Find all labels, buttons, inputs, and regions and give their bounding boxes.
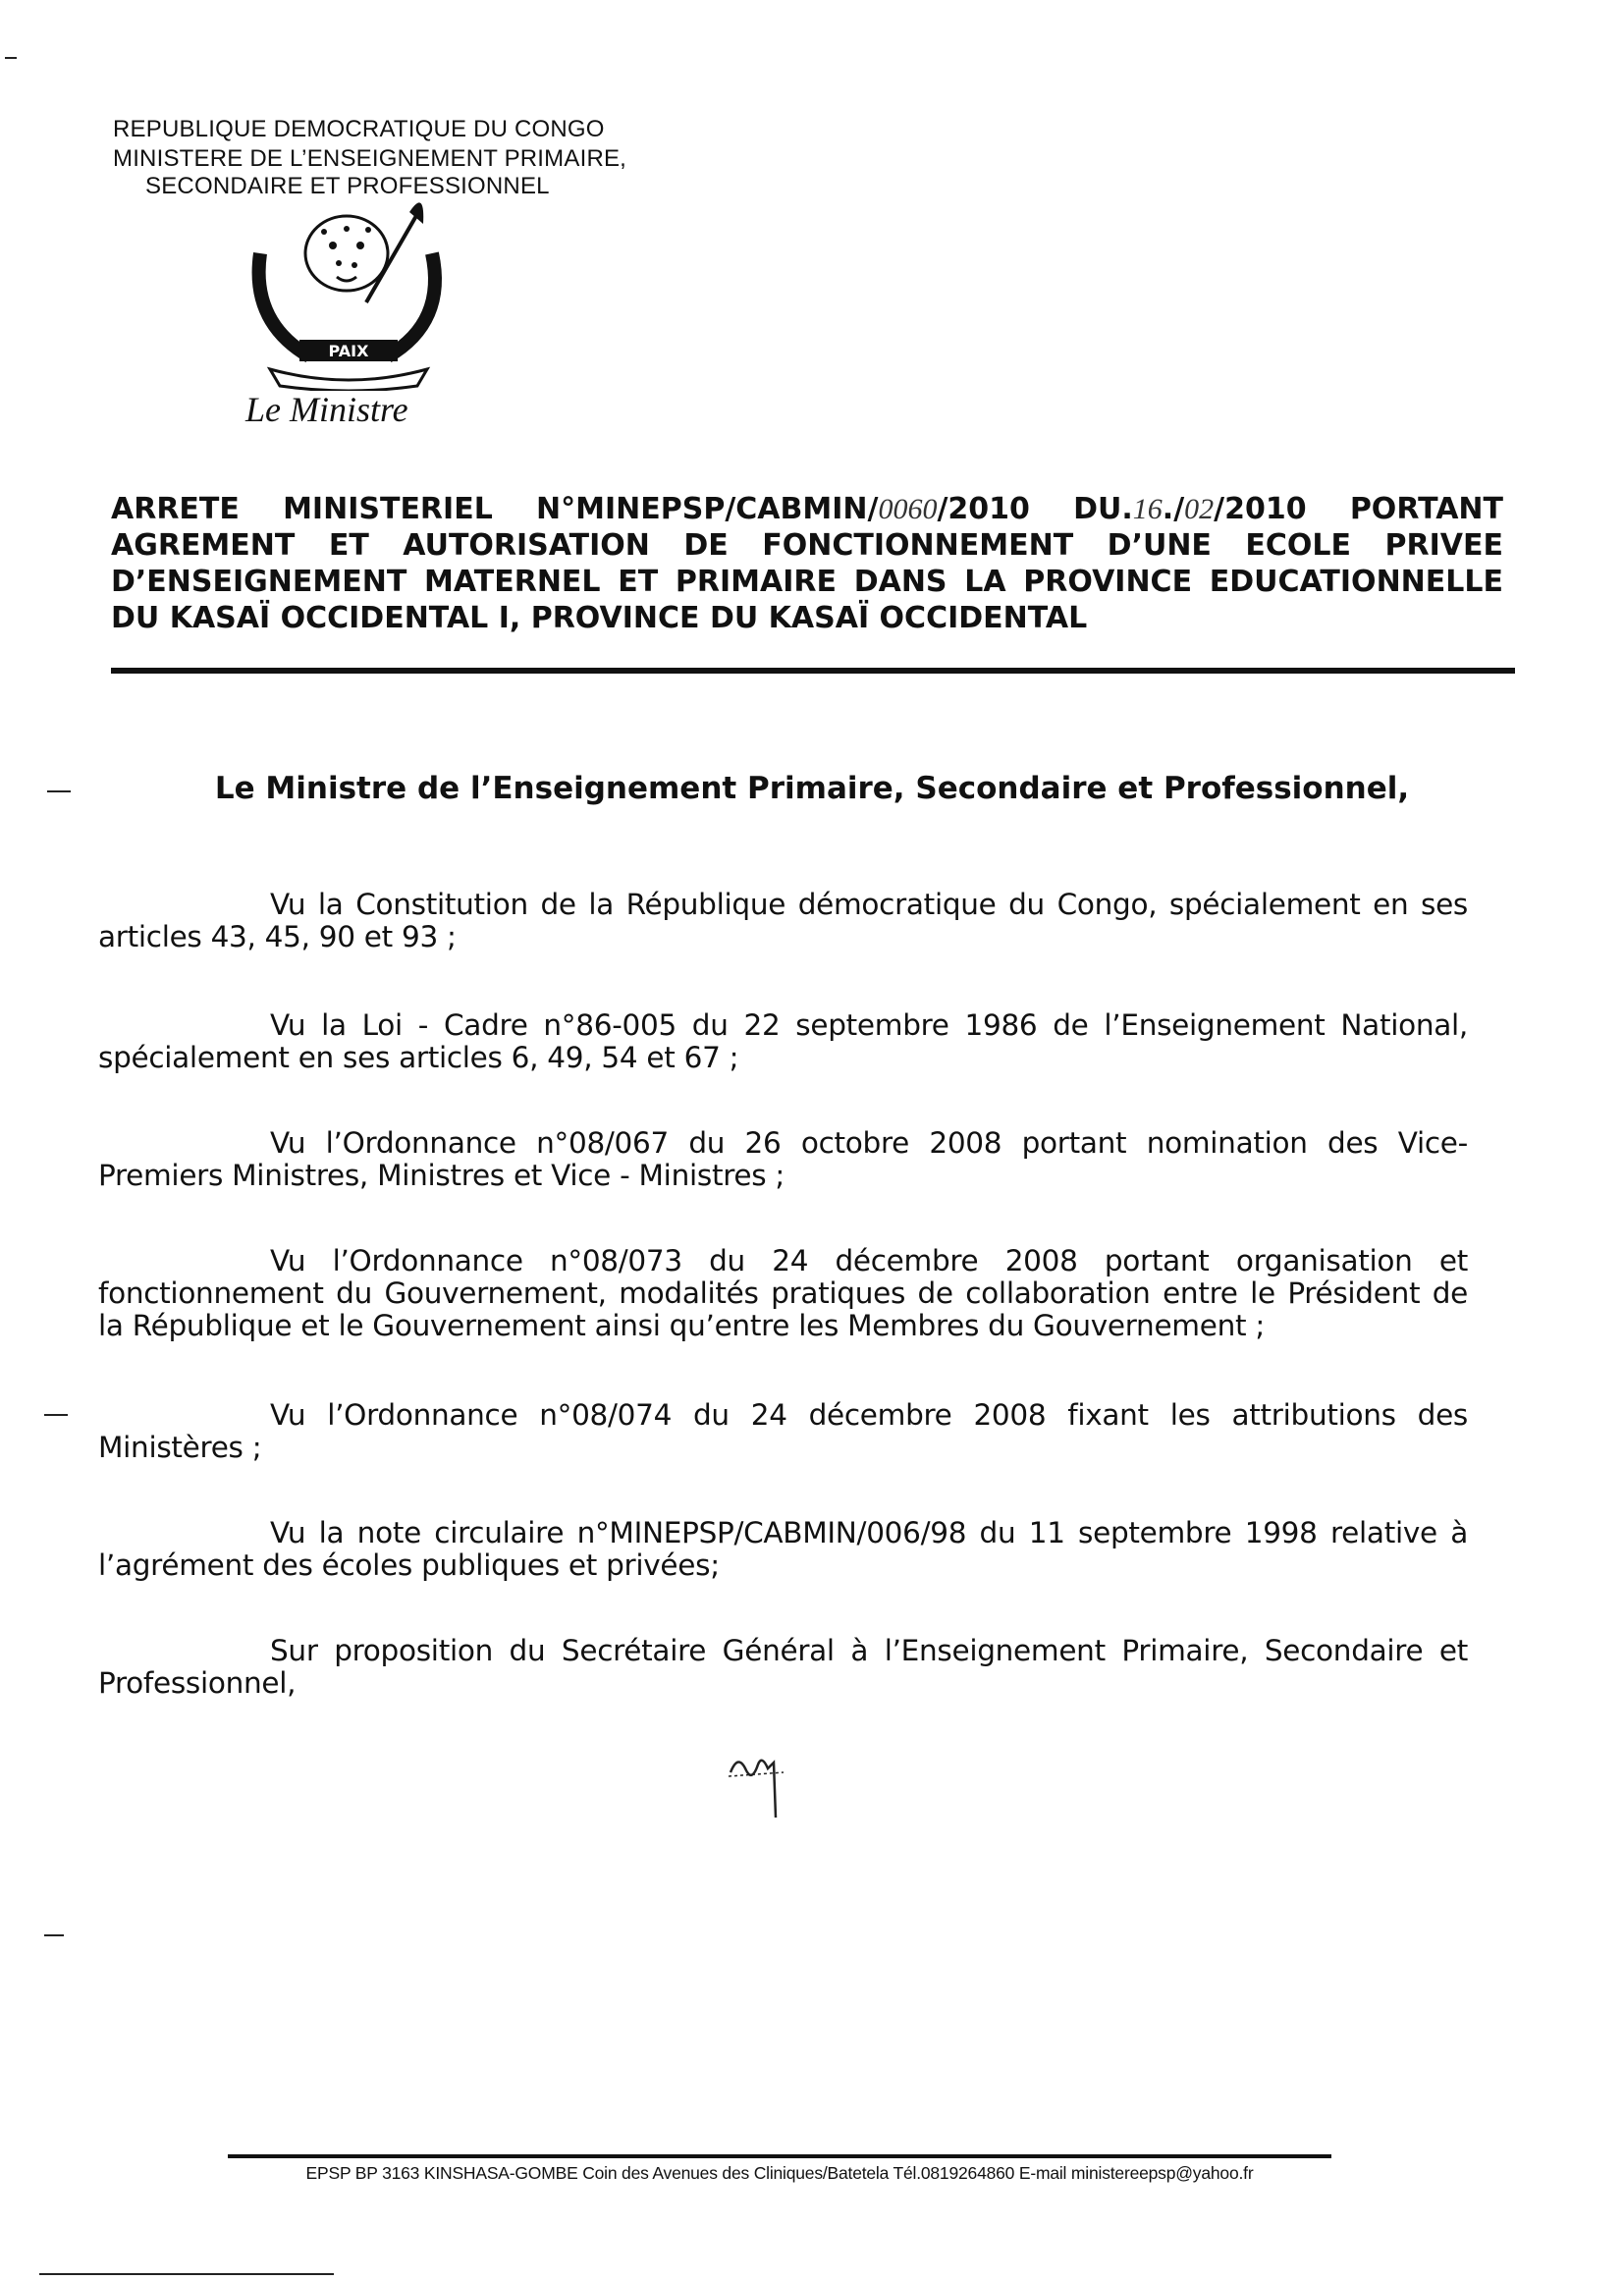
country-name: REPUBLIQUE DEMOCRATIQUE DU CONGO <box>113 116 605 142</box>
paragraph-proposition: Sur proposition du Secrétaire Général à l’Enseignement Primaire, Secondaire et Professionnel, <box>98 1634 1468 1700</box>
scan-mark <box>44 1414 68 1416</box>
paragraph-ordonnance-067: Vu l’Ordonnance n°08/067 du 26 octobre 2008 portant nomination des Vice-Premiers Ministres, Ministres et Vice - Ministres ; <box>98 1126 1468 1192</box>
paragraph-constitution: Vu la Constitution de la République démocratique du Congo, spécialement en ses articles 43, 45, 90 et 93 ; <box>98 888 1468 953</box>
minister-caption: Le Ministre <box>245 390 408 429</box>
title-underline <box>111 668 1515 674</box>
motto-center: PAIX <box>328 342 369 360</box>
title-part1: ARRETE MINISTERIEL N°MINEPSP/CABMIN/ <box>111 492 879 526</box>
paragraph-note-circulaire: Vu la note circulaire n°MINEPSP/CABMIN/006/98 du 11 septembre 1998 relative à l’agrément des écoles publiques et privées; <box>98 1516 1468 1582</box>
stone-base <box>270 369 427 391</box>
decree-day-handwritten: 16 <box>1132 493 1163 525</box>
title-sep: ./ <box>1162 492 1185 526</box>
issuing-authority: Le Ministre de l’Enseignement Primaire, Secondaire et Professionnel, <box>214 771 1410 806</box>
footer-address: EPSP BP 3163 KINSHASA-GOMBE Coin des Avenues des Cliniques/Batetela Tél.0819264860 E-mail ministereepsp@yahoo.fr <box>305 2163 1254 2183</box>
decree-month-handwritten: 02 <box>1184 493 1215 525</box>
paragraph-ordonnance-073: Vu l’Ordonnance n°08/073 du 24 décembre 2008 portant organisation et fonctionnement du Gouvernement, modalités pratiques de collaboration entre le Président de la République et le Gouvernement ainsi qu’entre les Membres du Gouvernement ; <box>98 1244 1468 1342</box>
paragraph-loi-cadre: Vu la Loi - Cadre n°86-005 du 22 septembre 1986 de l’Enseignement National, spécialement en ses articles 6, 49, 54 et 67 ; <box>98 1008 1468 1074</box>
scan-mark <box>39 2273 334 2275</box>
decree-number-handwritten: 0060 <box>878 493 938 525</box>
scan-mark <box>47 790 71 792</box>
decree-title <box>111 491 1503 636</box>
scan-mark <box>5 57 17 59</box>
handwritten-initials <box>725 1743 793 1821</box>
ministry-name-line1: MINISTERE DE L’ENSEIGNEMENT PRIMAIRE, <box>113 145 627 172</box>
scan-mark <box>44 1934 64 1936</box>
footer-rule <box>228 2154 1331 2158</box>
title-part2: /2010 DU. <box>937 492 1133 526</box>
spear-icon <box>366 214 417 302</box>
ministry-name-line2: SECONDAIRE ET PROFESSIONNEL <box>145 173 550 199</box>
coat-of-arms-emblem <box>231 194 466 391</box>
paragraph-ordonnance-074: Vu l’Ordonnance n°08/074 du 24 décembre 2008 fixant les attributions des Ministères ; <box>98 1398 1468 1464</box>
title-part3: /2010 PORTANT AGREMENT ET AUTORISATION DE FONCTIONNEMENT D’UNE ECOLE PRIVEE D’ENSEIGNEMENT MATERNEL ET PRIMAIRE DANS LA PROVINCE EDUCATIONNELLE DU KASAÏ OCCIDENTAL I, PROVINCE DU KASAÏ OCCIDENTAL <box>111 492 1503 635</box>
